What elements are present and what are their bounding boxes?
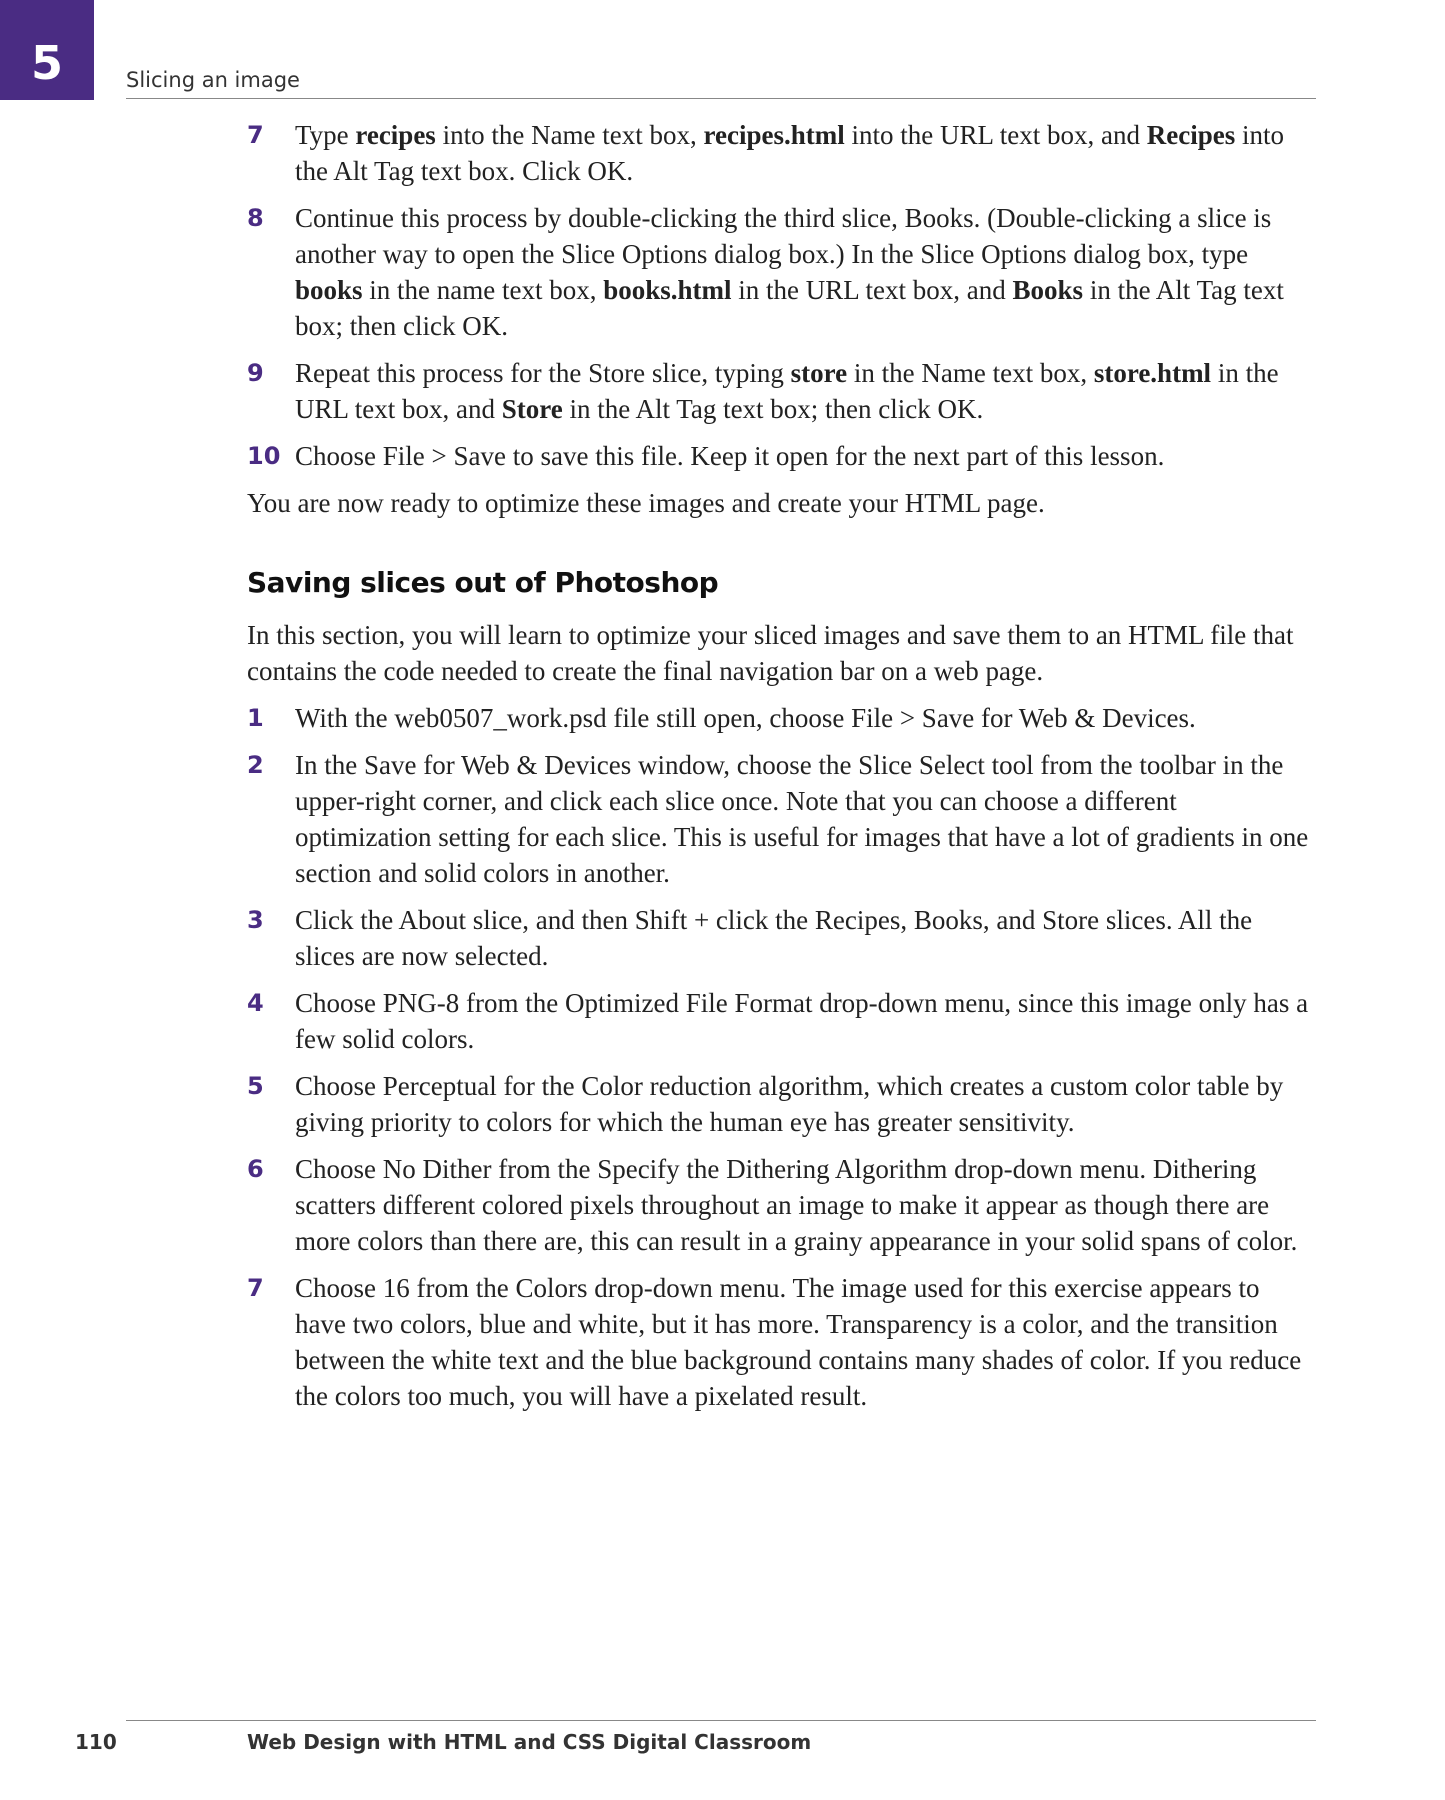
- step-text: [295, 358, 1279, 424]
- step-number: 5: [247, 1072, 264, 1100]
- step-text: [295, 750, 1308, 888]
- step-text: [295, 1071, 1283, 1137]
- steps-top-list: [247, 117, 1317, 474]
- step-text: [295, 1154, 1297, 1256]
- steps-bottom-list: [247, 700, 1317, 1414]
- step-text: [295, 703, 1196, 733]
- text-run: Choose File > Save to save this file. Keep it open for the next part of this lesson.: [295, 441, 1165, 471]
- footer-rule: [126, 1720, 1316, 1721]
- step-number: 4: [247, 989, 264, 1017]
- list-item: [247, 1151, 1317, 1259]
- bold-term: store.html: [1093, 358, 1212, 388]
- list-item: [247, 902, 1317, 974]
- page-number: 110: [75, 1730, 117, 1754]
- text-run: Choose 16 from the Colors drop-down menu. The image used for this exercise appears to have two colors, blue and white, but it has more. Transparency is a color, and the transition between the white text and the blue background contains many shades of color. If you reduce the colors too much, you will have a pixelated result.: [295, 1273, 1302, 1411]
- book-title: Web Design with HTML and CSS Digital Classroom: [247, 1730, 812, 1754]
- text-run: Choose Perceptual for the Color reduction algorithm, which creates a custom color table by giving priority to colors for which the human eye has greater sensitivity.: [295, 1071, 1284, 1137]
- step-text: [295, 441, 1164, 471]
- running-head: Slicing an image: [126, 68, 300, 92]
- step-number: 8: [247, 204, 264, 232]
- list-item: [247, 747, 1317, 891]
- text-run: in the Name text box,: [847, 358, 1094, 388]
- list-item: [247, 438, 1317, 474]
- step-text: [295, 1273, 1301, 1411]
- step-number: 9: [247, 359, 264, 387]
- section-heading: Saving slices out of Photoshop: [247, 566, 719, 599]
- text-run: Type: [295, 120, 356, 150]
- text-run: in the URL text box, and: [731, 275, 1013, 305]
- text-run: in the URL text box, and: [295, 358, 1279, 424]
- text-run: With the web0507_work.psd file still open, choose File > Save for Web & Devices.: [295, 703, 1196, 733]
- text-run: Choose PNG-8 from the Optimized File Format drop-down menu, since this image only has a few solid colors.: [295, 988, 1309, 1054]
- text-run: in the Alt Tag text box; then click OK.: [562, 394, 984, 424]
- step-text: [295, 203, 1284, 341]
- step-number: 7: [247, 121, 264, 149]
- bold-term: store: [790, 358, 848, 388]
- bold-term: books.html: [603, 275, 732, 305]
- list-item: [247, 200, 1317, 344]
- text-run: in the Alt Tag text box; then click OK.: [295, 275, 1284, 341]
- list-item: [247, 700, 1317, 736]
- text-run: into the Alt Tag text box. Click OK.: [295, 120, 1284, 186]
- list-item: [247, 1270, 1317, 1414]
- text-run: Repeat this process for the Store slice, typing: [295, 358, 791, 388]
- chapter-number: 5: [30, 36, 63, 90]
- list-item: [247, 355, 1317, 427]
- ready-text: You are now ready to optimize these images and create your HTML page.: [247, 488, 1045, 518]
- text-run: Choose No Dither from the Specify the Dithering Algorithm drop-down menu. Dithering scatters different colored pixels throughout an image to make it appear as though there are more colors than there are, this can result in a grainy appearance in your solid spans of color.: [295, 1154, 1298, 1256]
- step-number: 1: [247, 704, 264, 732]
- text-run: Continue this process by double-clicking the third slice, Books. (Double-clicking a slice is another way to open the Slice Options dialog box.) In the Slice Options dialog box, type: [295, 203, 1272, 269]
- header-rule: [126, 98, 1316, 99]
- step-number: 2: [247, 751, 264, 779]
- bold-term: Recipes: [1146, 120, 1236, 150]
- step-text: [295, 120, 1284, 186]
- text-run: into the URL text box, and: [844, 120, 1147, 150]
- list-item: [247, 117, 1317, 189]
- step-number: 7: [247, 1274, 264, 1302]
- page-content: [247, 117, 1317, 1425]
- text-run: Click the About slice, and then Shift + click the Recipes, Books, and Store slices. All the slices are now selected.: [295, 905, 1253, 971]
- step-number: 3: [247, 906, 264, 934]
- bold-term: recipes.html: [703, 120, 845, 150]
- bold-term: Store: [501, 394, 563, 424]
- text-run: into the Name text box,: [435, 120, 704, 150]
- section-intro: In this section, you will learn to optimize your sliced images and save them to an HTML file that contains the code needed to create the final navigation bar on a web page.: [247, 620, 1294, 686]
- step-text: [295, 905, 1252, 971]
- text-run: In the Save for Web & Devices window, choose the Slice Select tool from the toolbar in the upper-right corner, and click each slice once. Note that you can choose a different optimization setting for each slice. This is useful for images that have a lot of gradients in one section and solid colors in another.: [295, 750, 1309, 888]
- list-item: [247, 1068, 1317, 1140]
- bold-term: Books: [1012, 275, 1084, 305]
- text-run: in the name text box,: [362, 275, 604, 305]
- list-item: [247, 985, 1317, 1057]
- bold-term: books: [295, 275, 363, 305]
- step-number: 6: [247, 1155, 264, 1183]
- step-number: 10: [247, 442, 281, 470]
- bold-term: recipes: [355, 120, 436, 150]
- step-text: [295, 988, 1308, 1054]
